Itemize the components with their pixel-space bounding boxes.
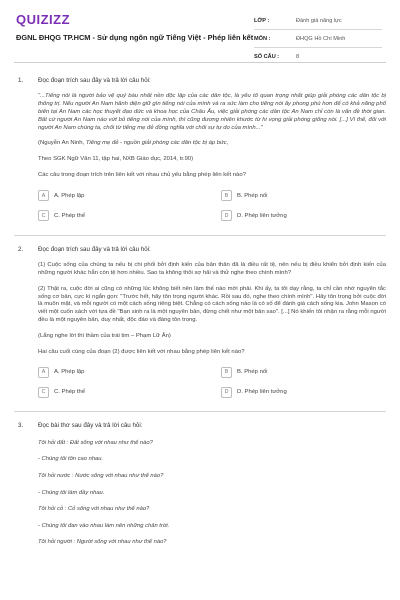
question-1 [14,77,386,223]
option-text: A. Phép lặp [54,192,85,199]
question-source: (Lắng nghe lời thì thầm của trái tim – Phạm Lữ Ân) [38,332,171,339]
question-2 [14,246,386,400]
answer-options [38,365,386,399]
option-text: B. Phép nối [237,192,268,199]
question-passage-1: (1) Cuộc sống của chúng ta nếu bị chi phối bởi định kiến của bản thân đã là điều rất tệ, nên nếu bị điều khiển bởi định kiến của những người khác hẳn còn tệ hơn nhiều. Sao ta không thôi sợ hãi và thử nghe theo chính mình? [38,262,386,276]
question-source: Theo SGK Ngữ Văn 11, tập hai, NXB Giáo dục, 2014, tr.90) [38,156,194,163]
question-prompt: Đọc bài thơ sau đây và trả lời câu hỏi: [38,422,143,430]
question-number: 1. [18,77,24,84]
option-text: D. Phép liên tưởng [237,212,287,219]
question-prompt: Đọc đoạn trích sau đây và trả lời câu hỏi: [38,77,151,84]
question-prompt: Đọc đoạn trích sau đây và trả lời câu hỏi: [38,245,151,253]
option-letter-box: B [221,367,232,378]
poem-line: - Chúng tôi tôn cao nhau. [38,456,104,463]
poem-line: - Chúng tôi làm đầy nhau. [38,489,105,496]
option-text: B. Phép nối [237,369,268,376]
meta-key: LỚP : [254,17,270,24]
option-letter-box: D [221,210,232,221]
option-text: C. Phép thế [54,389,86,396]
option-letter-box: C [38,387,49,398]
option-c[interactable] [38,209,221,223]
question-ask: Hai câu cuối cùng của đoạn (2) được liên kết với nhau bằng phép liên kết nào? [38,348,245,355]
meta-key: MÔN : [254,35,271,42]
questions-list [14,63,386,547]
option-a[interactable] [38,365,221,379]
question-number: 3. [18,422,24,430]
meta-value: ĐHQG Hồ Chí Minh [296,35,346,42]
poem-line: Tôi hỏi cỏ : Cỏ sống với nhau như thế nào? [38,506,150,513]
poem-line: Tôi hỏi đất : Đất sống với nhau như thế nào? [38,439,153,446]
meta-key: SỐ CÂU : [254,53,280,60]
option-text: D. Phép liên tưởng [237,389,287,396]
meta-table [254,12,382,65]
meta-row-subject [254,30,382,48]
answer-options [38,189,386,223]
option-letter-box: C [38,210,49,221]
citation-prefix: (Nguyễn An Ninh, [38,140,86,147]
option-a[interactable] [38,189,221,203]
question-3 [14,422,386,547]
question-number: 2. [18,245,24,253]
question-ask: Các câu trong đoạn trích trên liên kết với nhau chủ yếu bằng phép liên kết nào? [38,171,246,178]
option-letter-box: A [38,190,49,201]
question-passage-2: (2) Thật ra, cuộc đời ai cũng có những lúc không biết nên làm thế nào mới phải. Khi ấy, ta tôi dạy rằng, ta chỉ cần nhớ nguyên tắc sống cơ bản, cực kì ngắn gọn: "Trước hết, hãy tôn trọng người khác. Rồi sau đó, nghe theo chính mình". Hãy tôn trọng bởi cuộc đời là muôn mặt, và mỗi người có một cách sống riêng biệt. Chẳng có cách sống nào là có số để đánh giá cách sống kia. John Mason có viết một cuốn sách với tựa đề "Bạn sinh ra là một nguyên bản, đừng chết như một bản sao". [...] Nó khiến tôi nhận ra rằng mỗi người đều là một nguyên bản, duy nhất, độc đáo và đáng tôn trọng. [38,285,386,323]
option-b[interactable] [221,189,400,203]
meta-row-class [254,12,382,30]
poem-line: - Chúng tôi đan vào nhau làm nên những chân trời. [38,522,170,529]
worksheet-title: ĐGNL ĐHQG TP.HCM - Sử dụng ngôn ngữ Tiếng Việt - Phép liên kết [16,33,254,42]
poem-line: Tôi hỏi người : Người sống với nhau như thế nào? [38,539,167,546]
question-passage: "...Tiếng nói là người bảo vệ quý báu nhất nền độc lập của các dân tộc, là yếu tố quan trọng nhất giúp giải phóng các dân tộc bị thống trị. Nếu người An Nam hãnh diện giữ gìn tiếng nói của mình và ra sức làm cho tiếng nói ấy phong phú hơn để có khả năng phổ biến tại An Nam các học thuyết đạo đức và khoa học của Châu Âu, việc giải phóng các dân tộc An Nam chỉ còn là vấn đề thời gian. Bất cứ người An Nam nào vứt bỏ tiếng nói của mình, thì cũng đương nhiên khước từ hi vọng giải phóng giống nòi. [...] Vì thế, đối với người An Nam chúng ta, chối từ tiếng mẹ đẻ đồng nghĩa với chối sự tự do của mình..." [38,93,386,131]
meta-value: 8 [296,53,300,60]
option-c[interactable] [38,385,221,399]
option-text: A. Phép lặp [54,369,85,376]
citation-title: Tiếng mẹ đẻ - nguồn giải phóng các dân tộc bị áp bức, [85,140,229,147]
poem-line: Tôi hỏi nước : Nước sống với nhau như thế nào? [38,472,164,479]
quizizz-logo: QUIZIZZ [16,12,71,27]
option-d[interactable] [221,209,400,223]
question-divider [14,411,386,412]
question-divider [14,235,386,236]
option-b[interactable] [221,365,400,379]
option-letter-box: B [221,190,232,201]
option-letter-box: D [221,387,232,398]
meta-value: Đánh giá năng lực [296,17,342,24]
worksheet-header [14,0,386,63]
question-citation [38,140,386,148]
option-letter-box: A [38,367,49,378]
option-d[interactable] [221,385,400,399]
option-text: C. Phép thế [54,212,86,219]
